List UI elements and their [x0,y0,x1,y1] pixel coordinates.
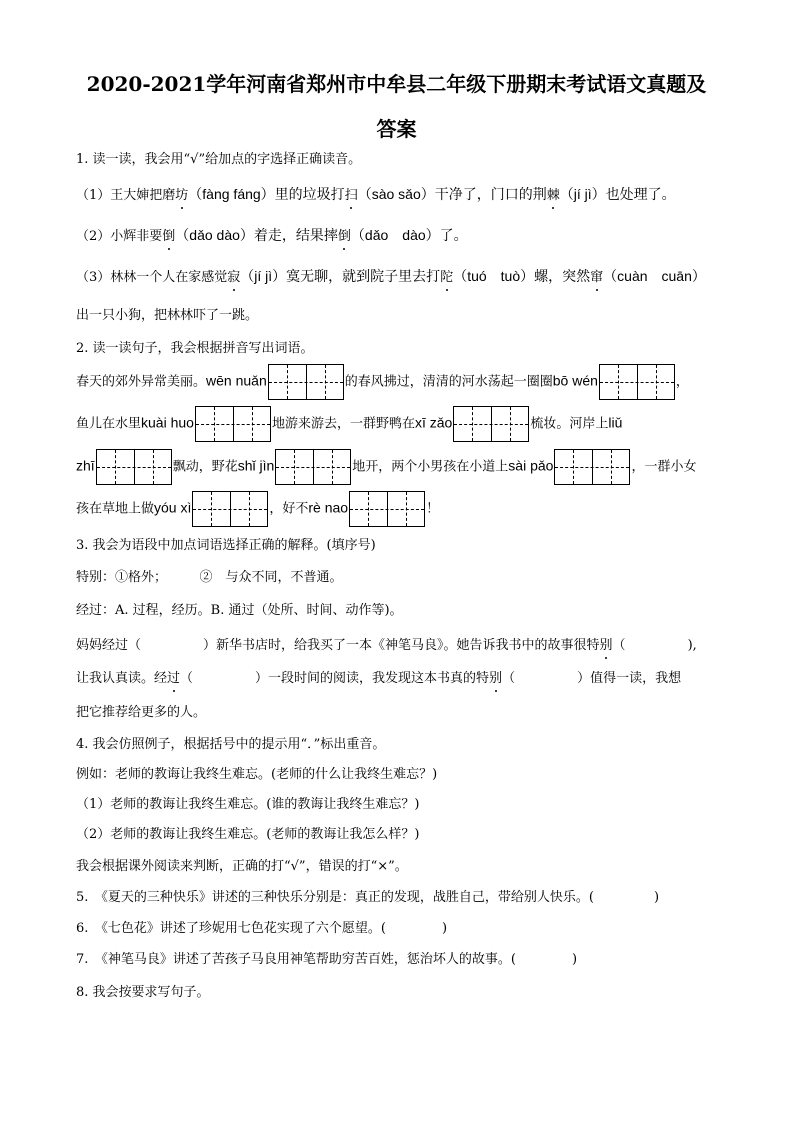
q3-paragraph-line-1 [76,638,697,654]
q3-p2-text-b: （ [180,671,194,686]
q1-s2-dotted-char-2: 倒 [337,229,351,244]
q1-s3-text-c: （tuó tuò）螺，突然 [453,268,591,284]
q2-l2-text-a: 鱼儿在水里 [76,416,142,432]
q2-writing-grid-3[interactable] [195,406,271,442]
q2-writing-grid-4[interactable] [453,406,529,442]
q1-s3-dotted-char-1: 寂 [227,270,241,285]
q2-l4-text-b: ，好不 [269,501,309,517]
q2-writing-grid-9[interactable] [349,491,425,527]
q3-p2-dotted-char-2: 别 [489,671,503,686]
q2-pinyin-kuai-huo: kuài huo [141,414,194,431]
q2-pinyin-you-xi: yóu xì [154,499,192,516]
q3-p2-dotted-char-1: 过 [167,671,181,686]
q1-sentence-2 [76,227,468,245]
q3-definition-tebie: 特别：①格外； ② 与众不同，不普通。 [76,570,343,585]
q3-p1-text-a: 妈妈经过（ [76,638,142,653]
q1-s3-dotted-char-2: 陀 [440,270,454,285]
q7-close-paren: ) [571,952,578,967]
q2-writing-grid-5[interactable] [96,449,172,485]
q3-p2-text-e: ）值得一读，我想 [577,671,682,686]
q2-line-1 [76,364,689,400]
q2-l1-text-a: 春天的郊外异常美丽。 [76,374,207,390]
q3-p1-dotted-char: 别 [599,638,613,653]
q7-text: 7. 《神笔马良》讲述了苦孩子马良用神笔帮助穷苦百姓，惩治坏人的故事。( [76,952,516,967]
q1-s2-text-c: （dǎo dào）了。 [350,227,468,243]
q2-l3-text-a: 飘动，野花 [172,459,238,475]
q3-paragraph-line-3: 把它推荐给更多的人。 [76,705,207,720]
q2-line-2 [76,406,622,442]
q2-writing-grid-8[interactable] [192,491,268,527]
q2-l2-text-c: 梳妆。河岸上 [530,416,609,432]
q2-stem: 2. 读一读句子，我会根据拼音写出词语。 [76,341,314,356]
q4-item-1: （1）老师的教诲让我终生难忘。(谁的教诲让我终生难忘？) [76,797,420,812]
q2-pinyin-shi-jin: shǐ jìn [237,457,275,474]
q1-s1-text-a: （1）王大婶把磨 [76,188,176,203]
q1-s2-dotted-char-1: 倒 [162,229,176,244]
q2-writing-grid-1[interactable] [268,364,344,400]
q3-p2-text-c: ）一段时间的阅读，我发现这本书真的特 [255,671,490,686]
q5-text: 5. 《夏天的三种快乐》讲述的三种快乐分别是：真正的发现，战胜自己，带给别人快乐。( [76,890,594,905]
judge-question-7 [76,952,577,968]
q1-s1-dotted-char-2: 扫 [344,188,358,203]
q1-s1-dotted-char-1: 坊 [175,188,189,203]
q1-stem: 1. 读一读，我会用“√”给加点的字选择正确读音。 [76,152,362,167]
q2-line-3 [76,449,696,485]
q4-stem: 4. 我会仿照例子，根据括号中的提示用“．”标出重音。 [76,737,386,752]
q3-p1-text-c: （ [612,638,626,653]
q1-s3-text-b: （jí jì）寞无聊，就到院子里去打 [240,268,441,284]
q1-s3-dotted-char-3: 窜 [590,270,604,285]
judge-stem: 我会根据课外阅读来判断，正确的打“√”，错误的打“×”。 [76,859,408,874]
q2-writing-grid-2[interactable] [599,364,675,400]
q2-pinyin-wen-nuan: wēn nuǎn [206,372,267,389]
q1-s3-text-a: （3）林林一个人在家感觉 [76,270,228,285]
q1-sentence-1 [76,186,676,204]
q2-l3-text-b: 地开，两个小男孩在小道上 [352,459,509,475]
q3-p1-text-d: ), [687,638,697,653]
q1-s2-text-a: （2）小辉非要 [76,229,163,244]
document-title-line1: 2020-2021学年河南省郑州市中牟县二年级下册期末考试语文真题及 [86,72,707,96]
q3-paragraph-line-2 [76,671,681,687]
q1-s1-text-d: （jí jì）也处理了。 [559,186,676,202]
q3-p1-text-b: ）新华书店时，给我买了一本《神笔马良》。她告诉我书中的故事很特 [203,638,600,653]
q1-s3-continuation: 出一只小狗，把林林吓了一跳。 [76,308,259,323]
judge-question-6 [76,921,447,937]
judge-question-5 [76,890,659,906]
q6-text: 6. 《七色花》讲述了珍妮用七色花实现了六个愿望。( [76,921,386,936]
q3-p2-text-d: （ [502,671,516,686]
q2-writing-grid-7[interactable] [554,449,630,485]
q2-pinyin-liu: liǔ [608,414,623,431]
q8-stem: 8. 我会按要求写句子。 [76,985,210,1000]
q3-definition-jingguo: 经过：A. 过程，经历。B. 通过（处所、时间、动作等)。 [76,603,403,618]
q2-l3-text-c: ，一群小女 [631,459,697,475]
q2-pinyin-re-nao: rè nao [308,499,349,516]
document-title-line2: 答案 [376,117,417,141]
q6-close-paren: ) [441,921,448,936]
q3-p2-text-a: 让我认真读。经 [76,671,168,686]
q2-pinyin-xi-zao: xī zǎo [414,414,453,431]
q1-s1-text-c: （sào sǎo）干净了，门口的荆 [357,186,547,202]
q1-s1-text-b: （fàng fáng）里的垃圾打 [188,186,345,202]
q2-l4-text-c: ！ [426,501,440,517]
q3-stem: 3. 我会为语段中加点词语选择正确的解释。(填序号) [76,538,376,553]
q1-s2-text-b: （dǎo dào）着走，结果摔 [175,227,338,243]
q2-writing-grid-6[interactable] [275,449,351,485]
q1-sentence-3 [76,268,706,286]
q2-pinyin-bo-wen: bō wén [552,372,598,389]
q2-l4-text-a: 孩在草地上做 [76,501,155,517]
q4-example: 例如：老师的教诲让我终生难忘。(老师的什么让我终生难忘？) [76,767,438,782]
q2-pinyin-sai-pao: sài pǎo [508,457,554,474]
q2-l1-text-b: 的春风拂过，清清的河水荡起一圈圈 [344,374,553,390]
q2-pinyin-zhi: zhī [76,457,95,474]
q1-s3-text-d: （cuàn cuān） [603,268,706,284]
q2-line-4 [76,491,439,527]
q2-l1-text-c: ， [675,374,689,390]
q5-close-paren: ) [653,890,660,905]
q2-l2-text-b: 地游来游去，一群野鸭在 [271,416,415,432]
q1-s1-dotted-char-3: 棘 [546,188,560,203]
q4-item-2: （2）老师的教诲让我终生难忘。(老师的教诲让我怎么样？) [76,827,420,842]
